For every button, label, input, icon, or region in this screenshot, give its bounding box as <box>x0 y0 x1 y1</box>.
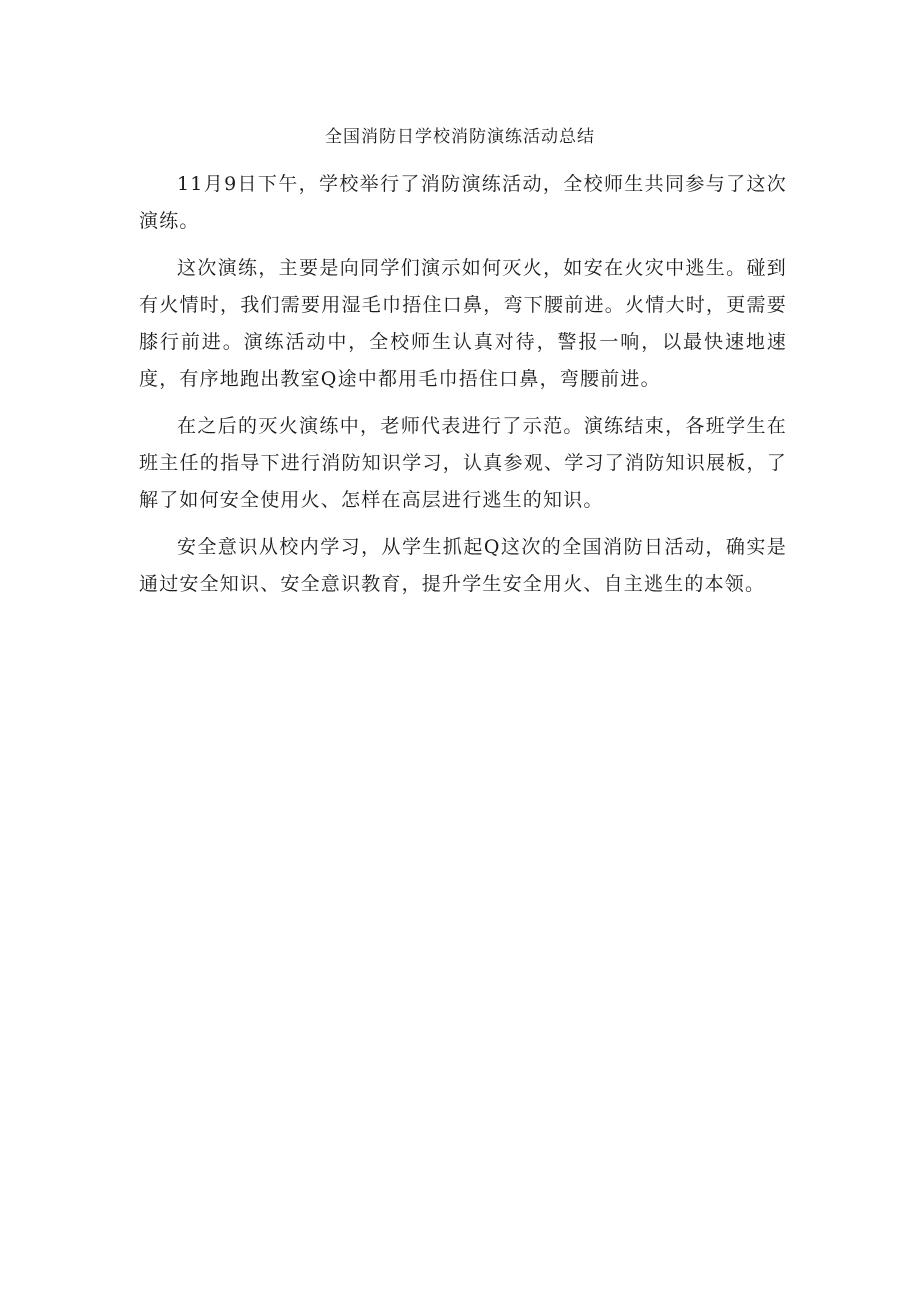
document-title: 全国消防日学校消防演练活动总结 <box>325 127 595 147</box>
document-body <box>139 166 787 613</box>
paragraph-3: 在之后的灭火演练中，老师代表进行了示范。演练结束，各班学生在班主任的指导下进行消防知识学习，认真参观、学习了消防知识展板，了解了如何安全使用火、怎样在高层进行逃生的知识。 <box>139 415 787 511</box>
paragraph-1: 11月9日下午，学校举行了消防演练活动，全校师生共同参与了这次演练。 <box>139 173 787 232</box>
paragraph-2: 这次演练，主要是向同学们演示如何灭火，如安在火灾中逃生。碰到有火情时，我们需要用湿毛巾捂住口鼻，弯下腰前进。火情大时，更需要膝行前进。演练活动中，全校师生认真对待，警报一响，以最快速地速度，有序地跑出教室Q途中都用毛巾捂住口鼻，弯腰前进。 <box>139 257 787 390</box>
paragraph-4: 安全意识从校内学习，从学生抓起Q这次的全国消防日活动，确实是通过安全知识、安全意识教育，提升学生安全用火、自主逃生的本领。 <box>139 536 787 595</box>
